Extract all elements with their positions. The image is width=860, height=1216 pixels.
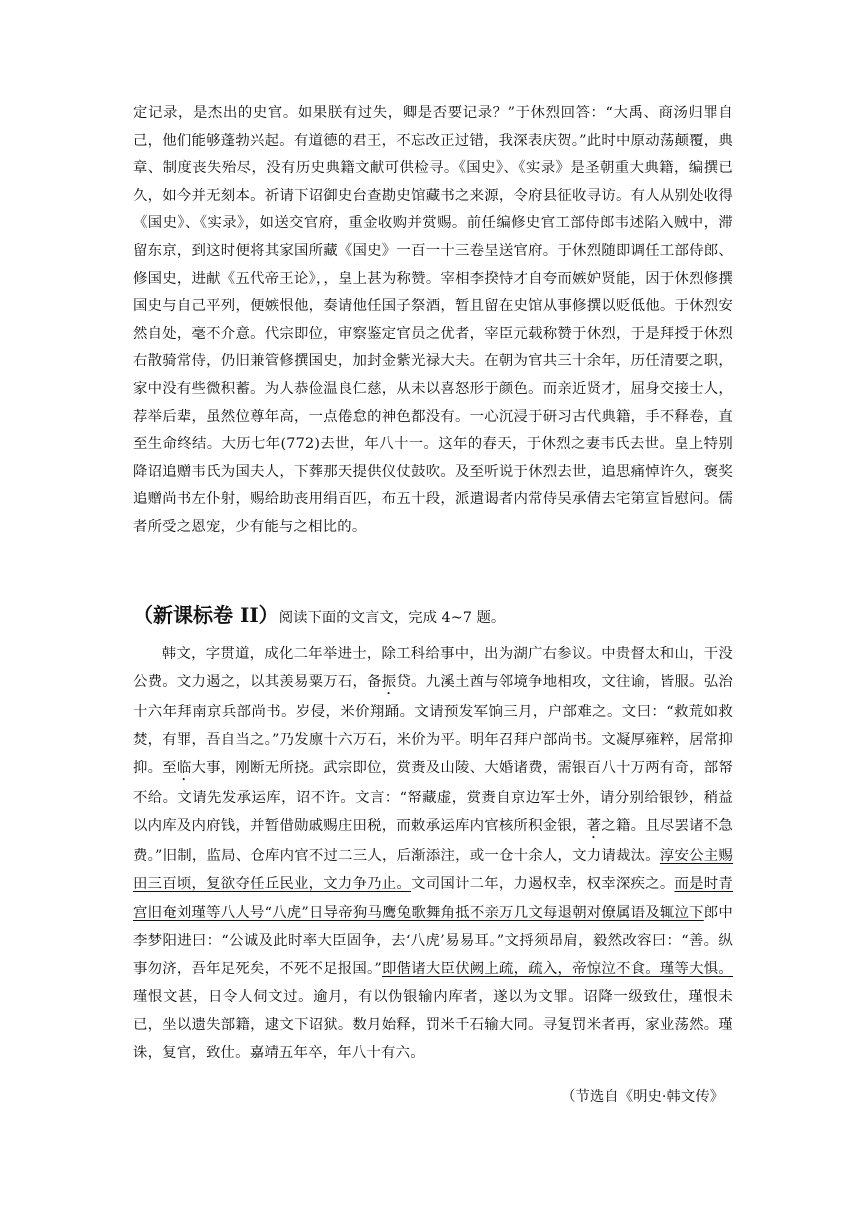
underlined-sentence: 淳安公主赐田三百顷，复欲夺任丘民业，文力争乃止。 bbox=[133, 848, 733, 893]
passage-text: 瑾恨文甚，日令人伺文过。逾月，有以伪银输内库者，遂以为文罪。诏降一级致仕，瑾恨未已，坐以遗失部籍，逮文下诏狱。数月始释，罚米千石输大同。寻复罚米者再，家业荡然。瑾诛，复官，致仕。嘉靖五年卒，年八十有六。 bbox=[133, 988, 733, 1062]
underlined-sentence: 而是时青宫旧奄刘瑾等八人号“八虎”日导帝狗马鹰兔歌舞角抵不亲万几文每退朝对僚属语及辄泣下 bbox=[133, 876, 733, 921]
section-heading-instruction: 阅读下面的文言文，完成 4~7 题。 bbox=[278, 610, 506, 626]
source-citation: （节选自《明史·韩文传》 bbox=[561, 1089, 724, 1105]
classical-text-passage bbox=[133, 640, 733, 1067]
section-heading bbox=[133, 601, 733, 632]
passage-text: 郎中李梦阳进曰：“公诚及此时率大臣固争，去‘八虎’易易耳。”文捋须昂肩，毅然改容曰：“善。纵事勿济，吾年足死矣，不死不足报国。” bbox=[133, 904, 733, 977]
passage-text: 之籍。且尽罢诸不急费。”旧制，监局、仓库内官不过二三人，后渐添注，或一仓十余人，文力请裁汰。 bbox=[133, 818, 733, 865]
emphasized-word: 振 bbox=[381, 674, 397, 691]
passage-text: 大事，刚断无所挠。武宗即位，赏赉及山陵、大婚诸费，需银百八十万两有奇，部帑不给。文请先发承运库，诏不许。文言：“帑藏虚，赏赉自京边军士外，请分别给银钞，稍益以内库及内府钱，并暂借勋戚赐庄田税，而敕承运库内官核所积金银， bbox=[133, 760, 733, 835]
passage-text: 贷。九溪土酋与邻境争地相攻，文往谕，皆服。弘治十六年拜南京兵部尚书。岁侵，米价翔踊。文请预发军饷三月，户部难之。文曰：“救荒如救焚，有罪，吾自当之。”乃发廪十六万石，米价为平。明年召拜户部尚书。文凝厚雍粹，居常抑抑。至 bbox=[133, 674, 733, 777]
emphasized-word: 临 bbox=[176, 760, 192, 777]
emphasized-word: 著 bbox=[586, 818, 602, 835]
underlined-sentence: 即偕诸大臣伏阙上疏，疏入，帝惊泣不食。瑾等大惧。 bbox=[381, 960, 733, 977]
passage-paragraph bbox=[133, 640, 733, 1067]
section-heading-label: （新课标卷 II） bbox=[133, 603, 279, 627]
passage-text: 文司国计二年，力遏权幸，权幸深疾之。 bbox=[411, 876, 675, 893]
passage-text: 韩文，字贯道，成化二年举进士，除工科给事中，出为湖广右参议。中贵督太和山，干没公费。文力遏之，以其羡易粟万石，备 bbox=[133, 646, 733, 691]
translation-paragraph: 定记录，是杰出的史官。如果朕有过失，卿是否要记录？”于休烈回答：“大禹、商汤归罪自己，他们能够蓬勃兴起。有道德的君王，不忘改正过错，我深表庆贺。”此时中原动荡颠覆，典章、制度丧失殆尽，没有历史典籍文献可供检寻。《国史》、《实录》是圣朝重大典籍，编撰已久，如今并无刻本。祈请下诏御史台查勘史馆藏书之来源，令府县征收寻访。有人从别处收得《国史》、《实录》，如送交官府，重金收购并赏赐。前任编修史官工部侍郎韦述陷入贼中，滞留东京，到这时便将其家国所藏《国史》一百一十三卷呈送官府。于休烈随即调任工部侍郎、修国史，进献《五代帝王论》，，皇上甚为称赞。宰相李揆恃才自夸而嫉妒贤能，因于休烈修撰国史与自己平列，便嫉恨他，奏请他任国子祭酒，暂且留在史馆从事修撰以贬低他。于休烈安然自处，毫不介意。代宗即位，审察鉴定官员之优者，宰臣元载称赞于休烈，于是拜授于休烈右散骑常侍，仍旧兼管修撰国史，加封金紫光禄大夫。在朝为官共三十余年，历任清要之职，家中没有些微积蓄。为人恭俭温良仁慈，从未以喜怒形于颜色。而亲近贤才，屈身交接士人，荐举后辈，虽然位尊年高，一点倦怠的神色都没有。一心沉浸于研习古代典籍，手不释卷，直至生命终结。大历七年(772)去世，年八十一。这年的春天，于休烈之妻韦氏去世。皇上特别降诏追赠韦氏为国夫人，下葬那天提供仪仗鼓吹。及至听说于休烈去世，追思痛悼许久，褒奖追赠尚书左仆射，赐给助丧用绢百匹，布五十段，派遣谒者内常侍吴承倩去宅第宣旨慰问。儒者所受之恩宠，少有能与之相比的。 bbox=[133, 105, 733, 535]
